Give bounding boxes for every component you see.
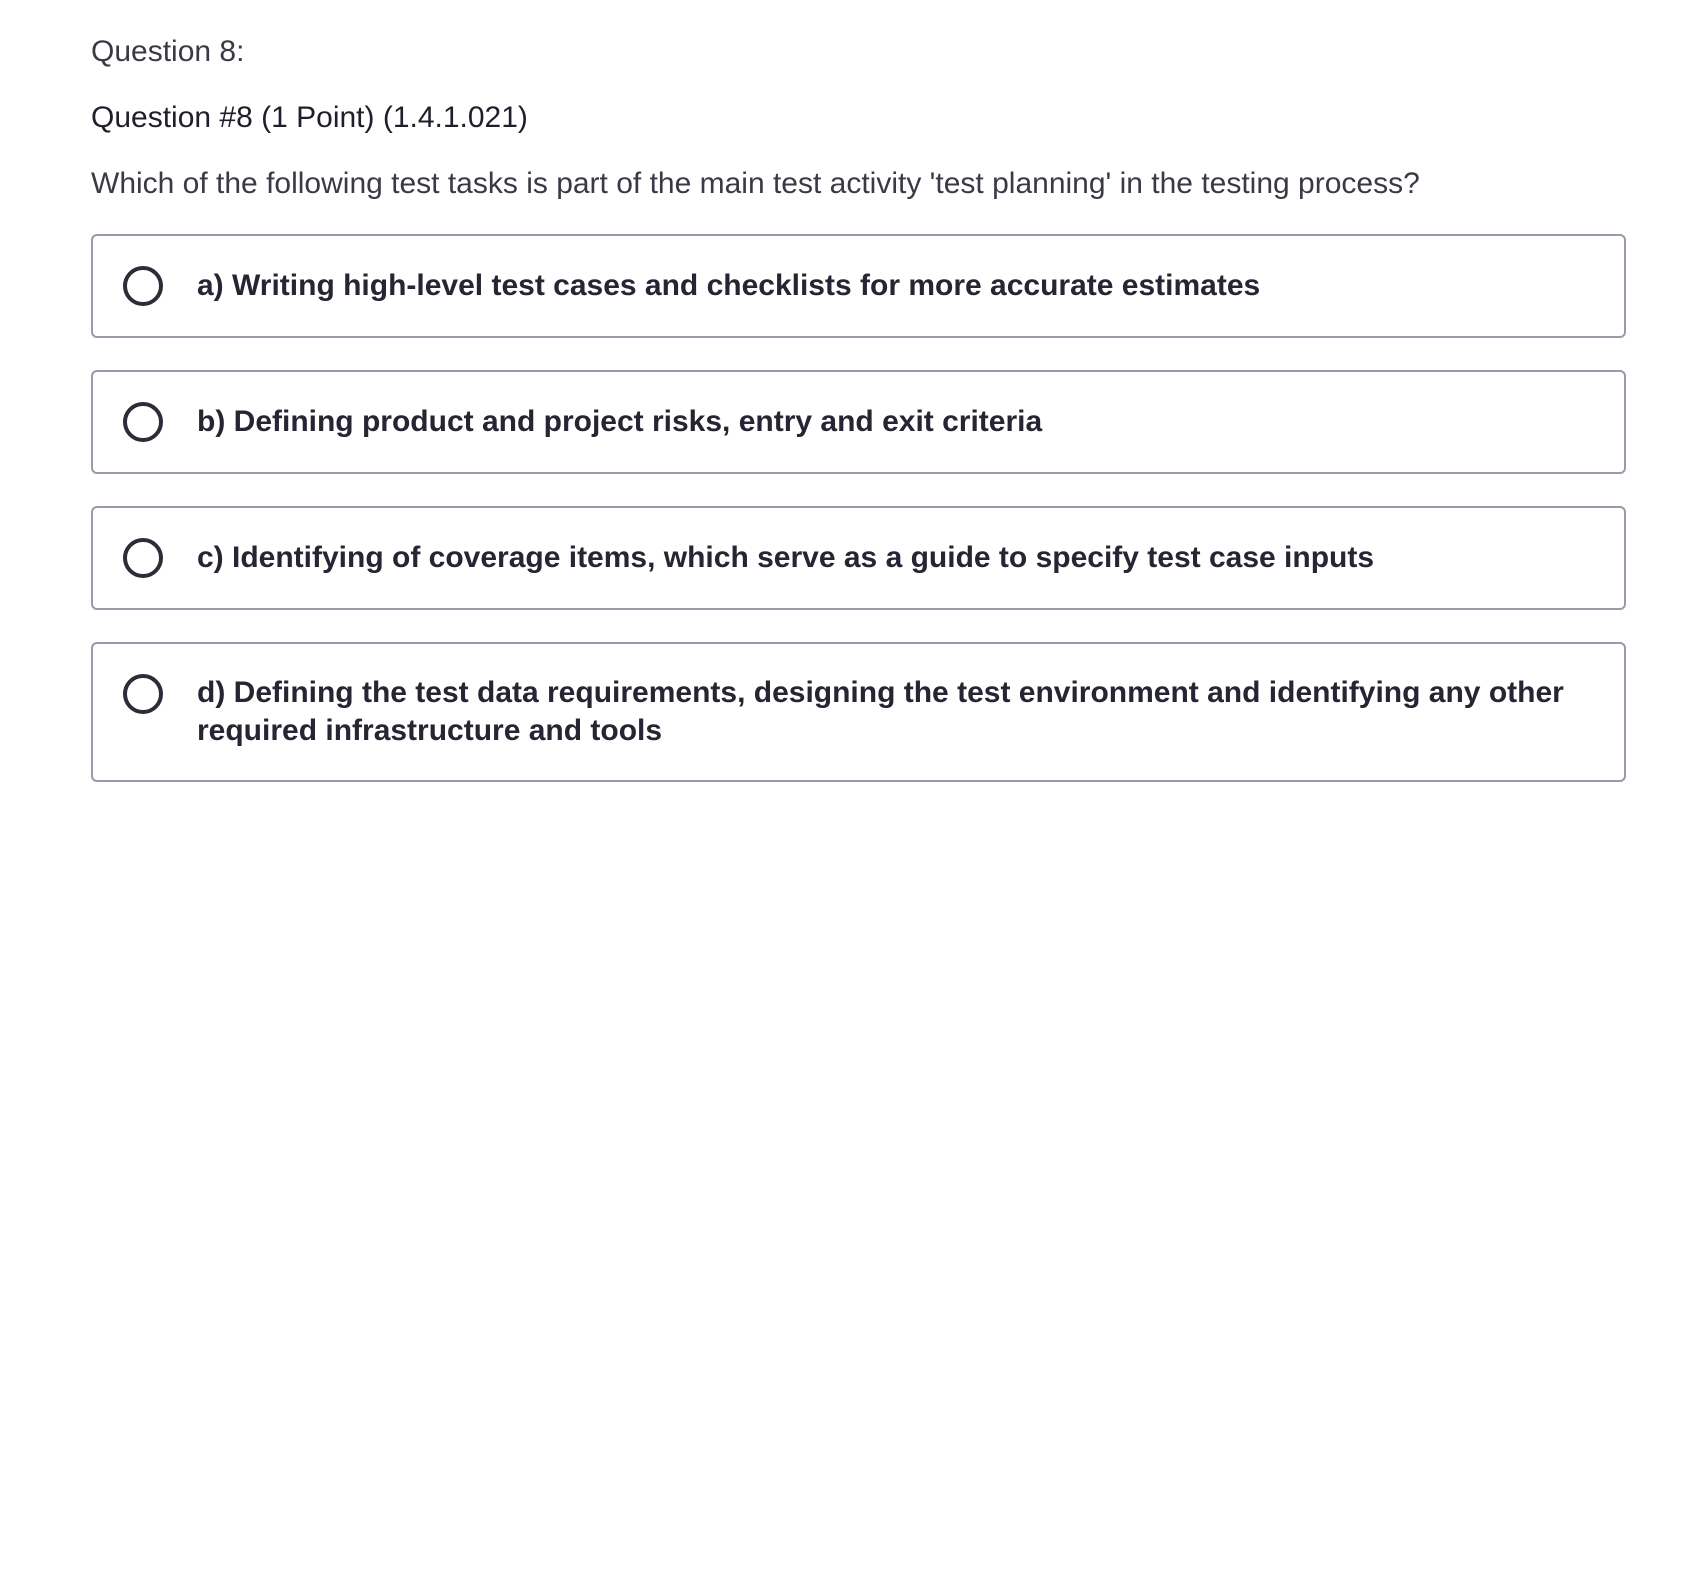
radio-unchecked-icon[interactable] <box>123 674 163 714</box>
answer-option-b[interactable] <box>91 370 1626 474</box>
radio-unchecked-icon[interactable] <box>123 266 163 306</box>
radio-unchecked-icon[interactable] <box>123 538 163 578</box>
answer-option-label: a) Writing high-level test cases and checklists for more accurate estimates <box>197 269 1261 302</box>
answer-option-d[interactable] <box>91 642 1626 782</box>
answer-option-label: b) Defining product and project risks, entry and exit criteria <box>197 405 1043 438</box>
answer-option-c[interactable] <box>91 506 1626 610</box>
radio-unchecked-icon[interactable] <box>123 402 163 442</box>
question-text: Which of the following test tasks is part of the main test activity 'test planning' in the testing process? <box>91 167 1420 200</box>
answer-option-a[interactable] <box>91 234 1626 338</box>
answer-options <box>91 234 1626 782</box>
question-container <box>91 0 1626 782</box>
answer-option-label: c) Identifying of coverage items, which serve as a guide to specify test case inputs <box>197 541 1375 574</box>
question-number: Question 8: <box>91 35 245 68</box>
question-title: Question #8 (1 Point) (1.4.1.021) <box>91 101 528 134</box>
answer-option-label: d) Defining the test data requirements, designing the test environment and identifying any other required infrastructure and tools <box>197 676 1564 747</box>
